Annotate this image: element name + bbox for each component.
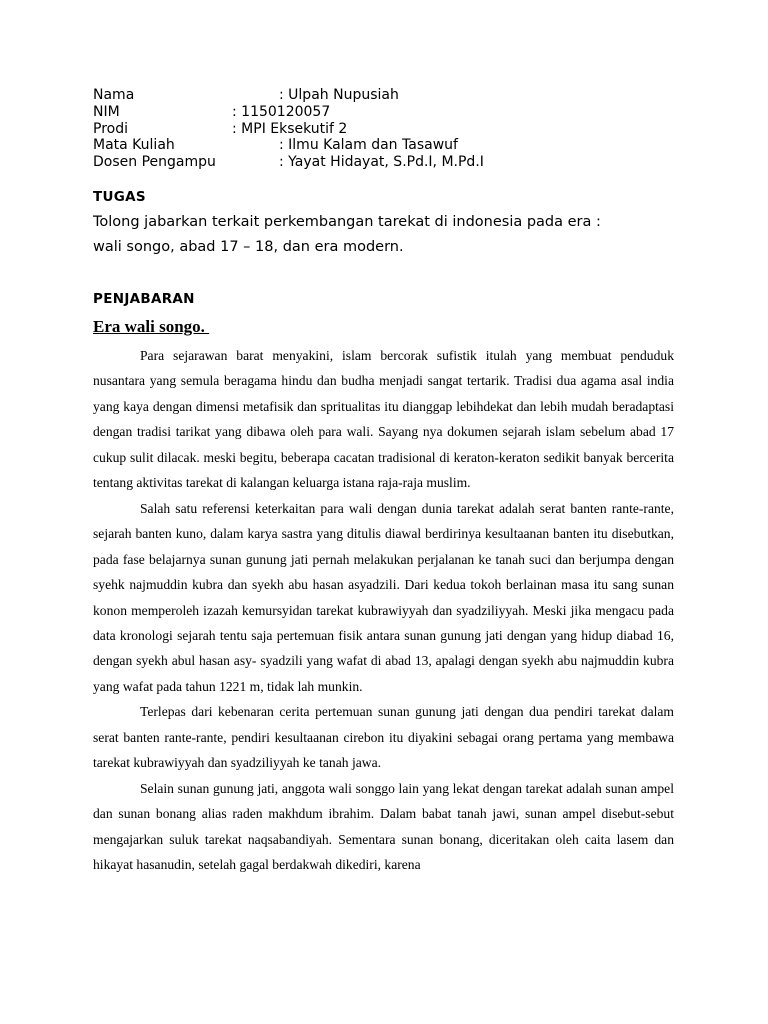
paragraph: Para sejarawan barat menyakini, islam bercorak sufistik itulah yang membuat penduduk nusantara yang semula beragama hindu dan budha menjadi sangat tertarik. Tradisi dua agama asal india yang kaya dengan dimensi metafisik dan spritualitas itu dianggap lebihdekat dan lebih mudah beradaptasi dengan tradisi tarikat yang dibawa oleh para wali. Sayang nya dokumen sejarah islam sebelum abad 17 cukup sulit dilacak. meski begitu, beberapa cacatan tradisional di keraton-keraton sedikit banyak bercerita tentang aktivitas tarekat di kalangan keluarga istana raja-raja muslim. bbox=[93, 348, 674, 491]
paragraph: Terlepas dari kebenaran cerita pertemuan sunan gunung jati dengan dua pendiri tarekat dalam serat banten rante-rante, pendiri kesultaanan cirebon itu diyakini sebagai orang pertama yang membawa tarekat kubrawiyyah dan syadziliyyah ke tanah jawa. bbox=[93, 704, 674, 771]
header-value: : MPI Eksekutif 2 bbox=[232, 121, 348, 137]
header-label: Nama bbox=[93, 87, 135, 103]
header-value: : Ulpah Nupusiah bbox=[279, 87, 399, 103]
header-label: Mata Kuliah bbox=[93, 137, 175, 153]
header-label: Dosen Pengampu bbox=[93, 154, 216, 170]
header-value: : Yayat Hidayat, S.Pd.I, M.Pd.I bbox=[279, 154, 484, 170]
tugas-heading: TUGAS bbox=[93, 189, 146, 205]
penjabaran-heading: PENJABARAN bbox=[93, 291, 195, 307]
body-text bbox=[93, 343, 674, 878]
paragraph: Salah satu referensi keterkaitan para wali dengan dunia tarekat adalah serat banten rante-rante, sejarah banten kuno, dalam karya sastra yang ditulis diawal berdirinya kesultaanan banten itu disebutkan, pada fase belajarnya sunan gunung jati pernah melakukan perjalanan ke tanah suci dan berjumpa dengan syehk najmuddin kubra dan syekh abu hasan asyadzili. Dari kedua tokoh berlainan masa itu sang sunan konon memperoleh izazah kemursyidan tarekat kubrawiyyah dan syadziliyyah. Meski jika mengacu pada data kronologi sejarah tentu saja pertemuan fisik antara sunan gunung jati dengan yang hidup diabad 16, dengan syekh abul hasan asy- syadzili yang wafat di abad 13, apalagi dengan syekh abu najmuddin kubra yang wafat pada tahun 1221 m, tidak lah munkin. bbox=[93, 500, 674, 694]
header-label: NIM bbox=[93, 104, 120, 120]
paragraph: Selain sunan gunung jati, anggota wali songgo lain yang lekat dengan tarekat adalah sunan ampel dan sunan bonang alias raden makhdum ibrahim. Dalam babat tanah jawi, sunan ampel disebut-sebut mengajarkan suluk tarekat naqsabandiyah. Sementara sunan bonang, diceritakan oleh caita lasem dan hikayat hasanudin, setelah gagal berdakwah dikediri, karena bbox=[93, 780, 674, 873]
tugas-text-line-1: Tolong jabarkan terkait perkembangan tarekat di indonesia pada era : bbox=[93, 214, 601, 230]
header-value: : Ilmu Kalam dan Tasawuf bbox=[279, 137, 458, 153]
era-wali-songo-heading: Era wali songo. bbox=[93, 317, 210, 336]
header-value: : 1150120057 bbox=[232, 104, 331, 120]
header-label: Prodi bbox=[93, 121, 128, 137]
tugas-text-line-2: wali songo, abad 17 – 18, dan era modern. bbox=[93, 239, 404, 255]
